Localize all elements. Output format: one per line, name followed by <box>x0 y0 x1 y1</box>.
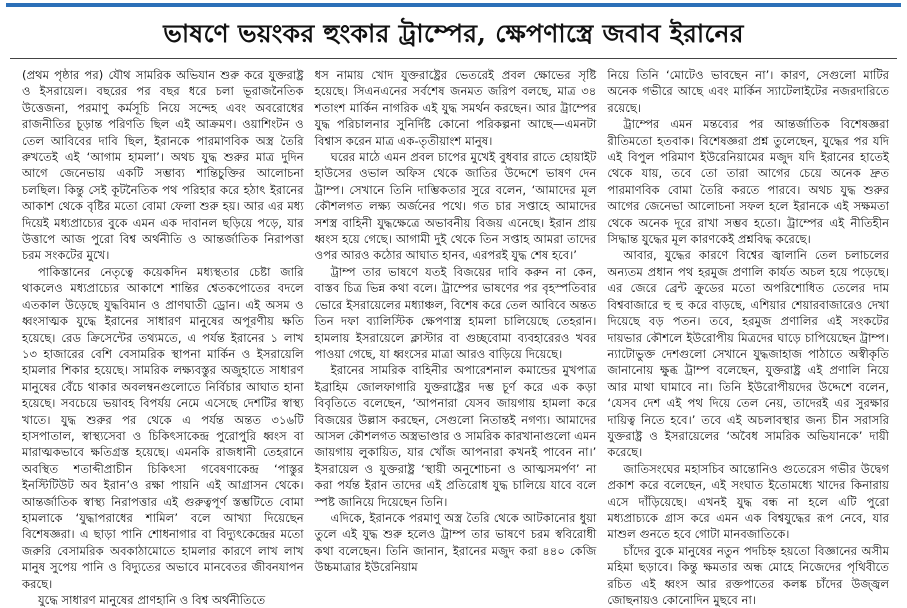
article-column-3 <box>607 67 890 607</box>
top-accent-rule <box>6 3 901 7</box>
paragraph: ট্রাম্পের এমন মন্তব্যের পর আন্তর্জাতিক বিশেষজ্ঞরা রীতিমতো হতবাক। বিশেষজ্ঞরা প্রশ্ন তুলেছেন, যুদ্ধের পর যদি এই বিপুল পরিমাণ ইউরেনিয়ামের মজুদ যদি ইরানের হাতেই থেকে যায়, তবে তো তারা আগের চেয়ে অনেক দ্রুত পারমাণবিক বোমা তৈরি করতে পারবে। অথচ যুদ্ধ শুরুর আগের জেনেভা আলোচনা সফল হলে ইরানকে এই সক্ষমতা থেকে অনেক দূরে রাখা সম্ভব হতো। ট্রাম্পের এই নীতিহীন সিদ্ধান্ত যুদ্ধের মূল কারণকেই প্রশ্নবিদ্ধ করেছে। <box>607 117 890 247</box>
paragraph <box>22 67 304 264</box>
paragraph: আবার, যুদ্ধের কারণে বিশ্বের জ্বালানি তেল চলাচলের অন্যতম প্রধান পথ হরমুজ প্রণালি কার্যত অচল হয়ে পড়েছে। এর জেরে ব্রেন্ট ক্রুডের মতো অপরিশোধিত তেলের দাম বিশ্ববাজারে হু হু করে বাড়ছে, এশিয়ার শেয়ারবাজারেও দেখা দিয়েছে বড় পতন। তবে, হরমুজ প্রণালির এই সংকটের দায়ভার কৌশলে ইউরোপীয় মিত্রদের ঘাড়ে চাপিয়েছেন ট্রাম্প। ন্যাটোভুক্ত দেশগুলো সেখানে যুদ্ধজাহাজ পাঠাতে অস্বীকৃতি জানানোয় ক্ষুব্ধ ট্রাম্প বলেছেন, যুক্তরাষ্ট্র এই প্রণালি নিয়ে আর মাথা ঘামাবে না। তিনি ইউরোপীয়দের উদ্দেশে বলেন, ‘যেসব দেশ এই পথ দিয়ে তেল নেয়, তাদেরই এর সুরক্ষার দায়িত্ব নিতে হবে।’ তবে এই অচলাবস্থার জন্য চীন সরাসরি যুক্তরাষ্ট্র ও ইসরায়েলের ‘অবৈধ সামরিক অভিযানকে’ দায়ী করেছে। <box>607 248 890 460</box>
paragraph: নিয়ে তিনি ‘মোটেও ভাবছেন না’। কারণ, সেগুলো মাটির অনেক গভীরে আছে এবং মার্কিন স্যাটেলাইটের নজরদারিতে রয়েছে। <box>607 68 890 115</box>
paragraph: ধস নামায় খোদ যুক্তরাষ্ট্রের ভেতরেই প্রবল ক্ষোভের সৃষ্টি হয়েছে। সিএনএনের সর্বশেষ জনমত জরিপ বলছে, মাত্র ৩৪ শতাংশ মার্কিন নাগরিক এই যুদ্ধ সমর্থন করছেন। আর ট্রাম্পের যুদ্ধ পরিচালনার সুনির্দিষ্ট কোনো পরিকল্পনা আছে—এমনটা বিশ্বাস করেন মাত্র এক-তৃতীয়াংশ মানুষ। <box>314 68 597 148</box>
paragraph: জাতিসংঘের মহাসচিব আন্তোনিও গুতেরেস গভীর উদ্বেগ প্রকাশ করে বলেছেন, এই সংঘাত ইতোমধ্যে খাদের কিনারায় এসে দাঁড়িয়েছে। এখনই যুদ্ধ বন্ধ না হলে এটি পুরো মধ্যপ্রাচ্যকে গ্রাস করে এমন এক বিশ্বযুদ্ধের রূপ নেবে, যার মাশুল গুনতে হবে গোটা মানবজাতিকে। <box>607 461 890 542</box>
article-body <box>22 67 890 607</box>
paragraph: ইরানের সামরিক বাহিনীর অপারেশনাল কমান্ডের মুখপাত্র ইব্রাহিম জোলফাগারি যুক্তরাষ্ট্রের দম্ভ চূর্ণ করে এক কড়া বিবৃতিতে বলেছেন, ‘আপনারা যেসব জায়গায় হামলা করে বিজয়ের উল্লাস করছেন, সেগুলো নিতান্তই নগণ্য। আমাদের আসল কৌশলগত অস্ত্রভাণ্ডার ও সামরিক কারখানাগুলো এমন জায়গায় লুকায়িত, যার খোঁজ আপনারা কখনই পাবেন না।’ ইসরায়েল ও যুক্তরাষ্ট্র ‘স্থায়ী অনুশোচনা ও আত্মসমর্পণ’ না করা পর্যন্ত ইরান তাদের এই প্রতিরোধ যুদ্ধ চালিয়ে যাবে বলে স্পষ্ট জানিয়ে দিয়েছেন তিনি। <box>314 363 597 509</box>
paragraph: পাকিস্তানের নেতৃত্বে কয়েকদিন মধ্যস্থতার চেষ্টা জারি থাকলেও মধ্যপ্রাচ্যের আকাশে শান্তির শ্বেতকপোতের বদলে এতকাল উড়েছে যুদ্ধবিমান ও প্রাণঘাতী ড্রোন। এই অসম ও ধ্বংসাত্মক যুদ্ধে ইরানের সাধারণ মানুষের অপূরণীয় ক্ষতি হয়েছে। রেড ক্রিসেন্টের তথ্যমতে, এ পর্যন্ত ইরানের ১ লাখ ১৩ হাজারের বেশি বেসামরিক স্থাপনা মার্কিন ও ইসরায়েলি হামলার শিকার হয়েছে। সামরিক লক্ষ্যবস্তুর অজুহাতে সাধারণ মানুষের বেঁচে থাকার অবলম্বনগুলোতে নির্বিচার আঘাত হানা হয়েছে। সবচেয়ে ভয়াবহ বিপর্যয় নেমে এসেছে দেশটির স্বাস্থ্য খাতে। যুদ্ধ শুরুর পর থেকে এ পর্যন্ত অন্তত ৩১৬টি হাসপাতাল, স্বাস্থ্যসেবা ও চিকিৎসাকেন্দ্র পুরোপুরি ধ্বংস বা মারাত্মকভাবে ক্ষতিগ্রস্ত হয়েছে। এমনকি রাজধানী তেহরানে অবস্থিত শতাব্দীপ্রাচীন চিকিৎসা গবেষণাকেন্দ্র ‘পাস্তুর ইনস্টিটিউট অব ইরান’ও রক্ষা পায়নি এই আগ্রাসন থেকে। আন্তর্জাতিক স্বাস্থ্য নিরাপত্তার এই গুরুত্বপূর্ণ স্তম্ভটিতে বোমা হামলাকে ‘যুদ্ধাপরাধের শামিল’ বলে আখ্যা দিয়েছেন বিশেষজ্ঞরা। এ ছাড়া পানি শোধনাগার বা বিদ্যুৎকেন্দ্রের মতো জরুরি বেসামরিক অবকাঠামোতে হামলার কারণে লাখ লাখ মানুষ সুপেয় পানি ও বিদ্যুতের অভাবে মানবেতর জীবনযাপন করছে। <box>22 264 304 591</box>
article-headline: ভাষণে ভয়ংকর হুংকার ট্রাম্পের, ক্ষেপণাস্ত্রে জবাব ইরানের <box>163 19 744 48</box>
paragraph-text: যৌথ সামরিক অভিযান শুরু করে যুক্তরাষ্ট্র ও ইসরায়েল। বছরের পর বছর ধরে চলা ভূরাজনৈতিক উত্তেজনা, পরমাণু কর্মসূচি নিয়ে সন্দেহ এবং অবরোধের রাজনীতির চূড়ান্ত পরিণতি ছিল এই আক্রমণ। ওয়াশিংটন ও তেল আবিবের দাবি ছিল, ইরানকে পারমাণবিক অস্ত্র তৈরি রুখতেই এই ‘আগাম হামলা’। অথচ যুদ্ধ শুরুর মাত্র দুদিন আগে জেনেভায় একটি সম্ভাব্য শান্তিচুক্তির আলোচনা চলছিল। কিন্তু সেই কূটনৈতিক পথ পরিহার করে হঠাৎ ইরানের আকাশ থেকে বৃষ্টির মতো বোমা ফেলা শুরু হয়। আর এর মধ্য দিয়েই মধ্যপ্রাচ্যের বুকে এমন এক দাবানল ছড়িয়ে পড়ে, যার উত্তাপে আজ পুরো বিশ্ব অর্থনীতি ও আন্তর্জাতিক নিরাপত্তা চরম সংকটের মুখে। <box>22 68 304 263</box>
paragraph: চাঁদের বুকে মানুষের নতুন পদচিহ্ন হয়তো বিজ্ঞানের অসীম মহিমা ছড়াবে। কিন্তু ক্ষমতার অন্ধ মোহে নিজেদের পৃথিবীতে রচিত এই ধ্বংস আর রক্তপাতের কলঙ্ক চাঁদের উজ্জ্বল জোছনায়ও কোনোদিন মুছবে না। <box>607 543 890 607</box>
article-column-1 <box>22 67 304 607</box>
continued-label: (প্রথম পৃষ্ঠার পর) <box>22 68 104 82</box>
paragraph: এদিকে, ইরানকে পরমাণু অস্ত্র তৈরি থেকে আটকানোর ধুয়া তুলে এই যুদ্ধ শুরু হলেও ট্রাম্প তার ভাষণে চরম স্ববিরোধী কথা বলেছেন। তিনি জানান, ইরানের মজুদ করা ৪৪০ কেজি উচ্চমাত্রার ইউরেনিয়াম <box>314 510 597 575</box>
paragraph: ট্রাম্প তার ভাষণে যতই বিজয়ের দাবি করুন না কেন, বাস্তব চিত্র ভিন্ন কথা বলে। ট্রাম্পের ভাষণের পর বৃহস্পতিবার ভোরে ইসরায়েলের মধ্যাঞ্চল, বিশেষ করে তেল আবিবে অন্তত তিন দফা ব্যালিস্টিক ক্ষেপণাস্ত্র হামলা চালিয়েছে তেহরান। হামলায় ইসরায়েলে ক্লাস্টার বা গুচ্ছবোমা ব্যবহারেরও খবর পাওয়া গেছে, যা ধ্বংসের মাত্রা আরও বাড়িয়ে দিয়েছে। <box>314 264 597 361</box>
paragraph: ঘরের মাঠে এমন প্রবল চাপের মুখেই বুধবার রাতে হোয়াইট হাউসের ওভাল অফিস থেকে জাতির উদ্দেশে ভাষণ দেন ট্রাম্প। সেখানে তিনি দাম্ভিকতার সুরে বলেন, ‘আমাদের মূল কৌশলগত লক্ষ্য অর্জনের পথে। গত চার সপ্তাহে আমাদের সশস্ত্র বাহিনী যুদ্ধক্ষেত্রে অভাবনীয় বিজয় এনেছে। ইরান প্রায় ধ্বংস হয়ে গেছে। আগামী দুই থেকে তিন সপ্তাহ আমরা তাদের ওপর আরও কঠোর আঘাত হানব, এরপরই যুদ্ধ শেষ হবে।’ <box>314 150 597 263</box>
headline-divider <box>10 58 897 59</box>
article-column-2 <box>315 67 597 585</box>
paragraph: যুদ্ধে সাধারণ মানুষের প্রাণহানি ও বিশ্ব অর্থনীতিতে <box>38 593 266 607</box>
